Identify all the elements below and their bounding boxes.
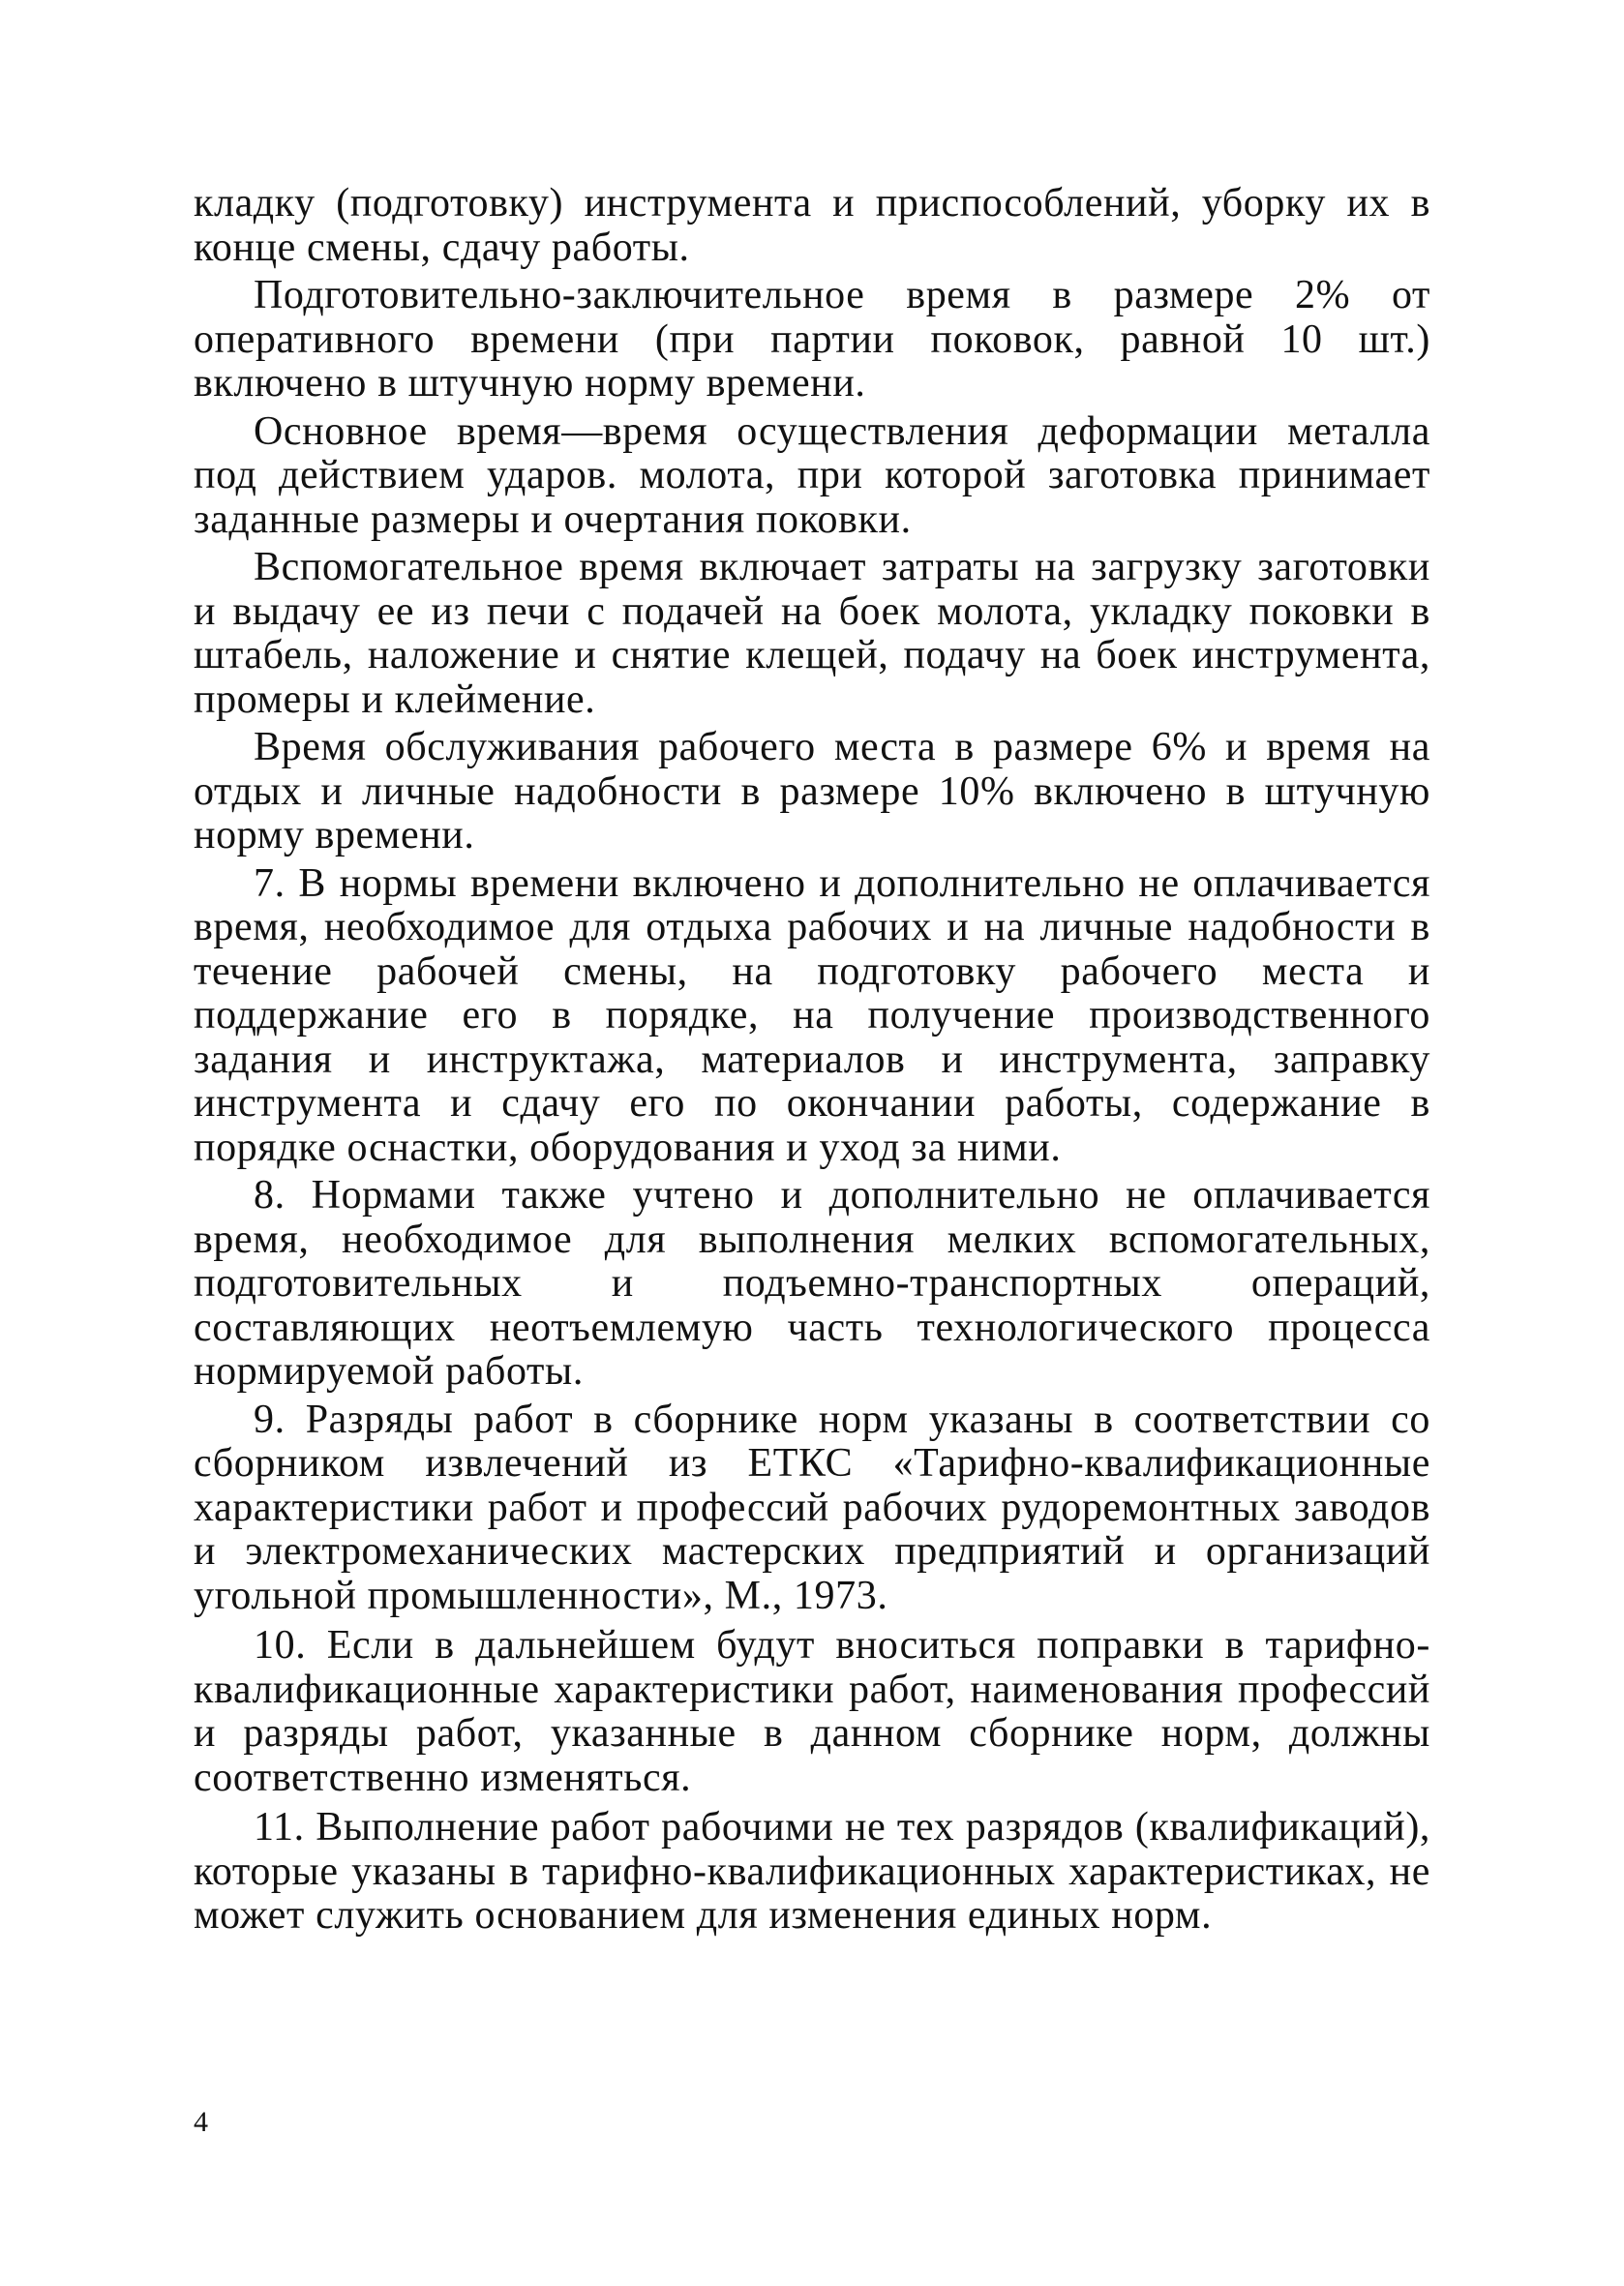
- paragraph-item-11: 11. Выполнение работ рабочими не тех разрядов (квалификаций), которые указаны в тарифно-квалификационных характеристиках, не может служить основанием для изменения единых норм.: [194, 1805, 1430, 1938]
- page-number: 4: [194, 2106, 208, 2138]
- paragraph-auxiliary-time: Вспомогательное время включает затраты на загрузку заготовки и выдачу ее из печи с подачей на боек молота, укладку поковки в штабель, наложение и снятие клещей, подачу на боек инструмента, промеры и клеймение.: [194, 545, 1430, 722]
- paragraph-item-10: 10. Если в дальнейшем будут вноситься поправки в тарифно-квалификационные характеристики работ, наименования профессий и разряды работ, указанные в данном сборнике норм, должны соответственно изменяться.: [194, 1623, 1430, 1800]
- body-text: [194, 182, 1430, 1942]
- paragraph-basic-time: Основное время—время осуществления деформации металла под действием ударов. молота, при которой заготовка принимает заданные размеры и очертания поковки.: [194, 408, 1430, 542]
- paragraph-continuation: кладку (подготовку) инструмента и приспособлений, уборку их в конце смены, сдачу работы.: [194, 181, 1430, 270]
- paragraph-item-9: 9. Разряды работ в сборнике норм указаны в соответствии со сборником извлечений из ЕТКС «Тарифно-квалификационные характеристики работ и профессий рабочих рудоремонтных заводов и электромеханических мастерских предприятий и организаций угольной промышленности», М., 1973.: [194, 1397, 1430, 1618]
- paragraph-item-8: 8. Нормами также учтено и дополнительно не оплачивается время, необходимое для выполнения мелких вспомогательных, подготовительных и подъемно-транспортных операций, составляющих неотъемлемую часть технологического процесса нормируемой работы.: [194, 1173, 1430, 1394]
- paragraph-preparatory-time: Подготовительно-заключительное время в размере 2% от оперативного времени (при партии поковок, равной 10 шт.) включено в штучную норму времени.: [194, 273, 1430, 406]
- paragraph-item-7: 7. В нормы времени включено и дополнительно не оплачивается время, необходимое для отдыха рабочих и на личные надобности в течение рабочей смены, на подготовку рабочего места и поддержание его в порядке, на получение производственного задания и инструктажа, материалов и инструмента, заправку инструмента и сдачу его по окончании работы, содержание в порядке оснастки, оборудования и уход за ними.: [194, 860, 1430, 1170]
- paragraph-service-time: Время обслуживания рабочего места в размере 6% и время на отдых и личные надобности в размере 10% включено в штучную норму времени.: [194, 725, 1430, 857]
